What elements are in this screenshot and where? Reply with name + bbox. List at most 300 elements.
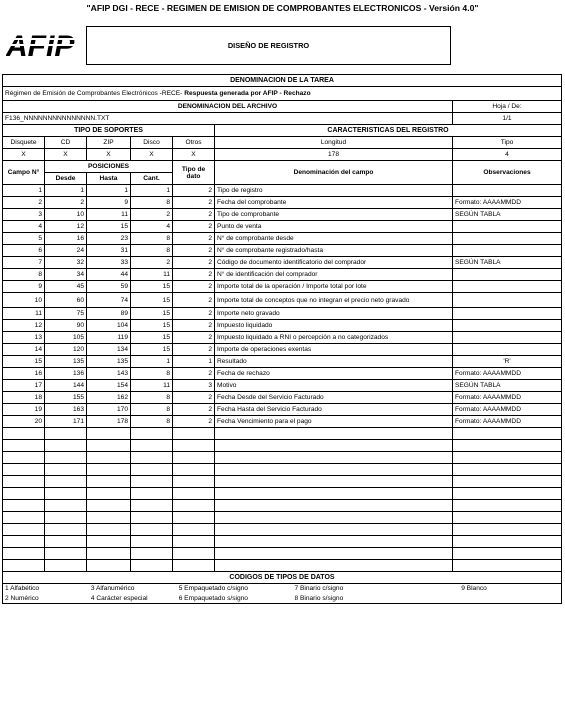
empty-cell	[453, 560, 562, 572]
empty-cell	[215, 464, 453, 476]
field-to: 135	[87, 356, 131, 368]
characteristics-heading: CARACTERISTICAS DEL REGISTRO	[215, 125, 562, 137]
field-name: Fecha del comprobante	[215, 197, 453, 209]
data-type-code: 3 Alfanumérico	[90, 585, 135, 593]
empty-row	[3, 440, 562, 452]
field-observation: Formato: AAAAMMDD	[453, 197, 562, 209]
field-observation	[453, 332, 562, 344]
field-from: 16	[45, 233, 87, 245]
field-observation: SEGÚN TABLA	[453, 380, 562, 392]
col-data-type: Tipo de dato	[173, 161, 215, 185]
field-name: Importe total de la operación / Importe total por lote	[215, 281, 453, 293]
field-type: 2	[173, 404, 215, 416]
file-row	[3, 113, 562, 125]
empty-cell	[453, 548, 562, 560]
task-row	[3, 87, 562, 101]
field-type: 2	[173, 344, 215, 356]
type-value: 4	[453, 149, 562, 161]
field-observation	[453, 245, 562, 257]
field-from: 12	[45, 221, 87, 233]
empty-cell	[131, 428, 173, 440]
empty-row	[3, 488, 562, 500]
empty-cell	[215, 500, 453, 512]
task-text	[3, 87, 562, 101]
field-qty: 8	[131, 197, 173, 209]
empty-cell	[45, 548, 87, 560]
table-row	[3, 404, 562, 416]
field-from: 32	[45, 257, 87, 269]
field-observation	[453, 308, 562, 320]
field-to: 170	[87, 404, 131, 416]
field-observation	[453, 281, 562, 293]
table-row	[3, 344, 562, 356]
field-type: 2	[173, 209, 215, 221]
empty-cell	[3, 512, 45, 524]
empty-cell	[87, 512, 131, 524]
data-types-heading: CODIGOS DE TIPOS DE DATOS	[3, 572, 562, 584]
support-label-otros: Otros	[173, 137, 215, 149]
field-observation: Formato: AAAAMMDD	[453, 416, 562, 428]
empty-row	[3, 452, 562, 464]
field-from: 75	[45, 308, 87, 320]
empty-cell	[131, 560, 173, 572]
field-type: 2	[173, 197, 215, 209]
support-value-zip: X	[87, 149, 131, 161]
field-observation	[453, 233, 562, 245]
field-number: 1	[3, 185, 45, 197]
support-label-cd: CD	[45, 137, 87, 149]
field-from: 1	[45, 185, 87, 197]
file-name: F136_NNNNNNNNNNNNNNN.TXT	[3, 113, 453, 125]
empty-row	[3, 524, 562, 536]
table-row	[3, 380, 562, 392]
logo-text: AFIP	[6, 30, 75, 60]
field-qty: 15	[131, 281, 173, 293]
empty-cell	[45, 464, 87, 476]
empty-cell	[3, 500, 45, 512]
col-to: Hasta	[87, 173, 131, 185]
empty-cell	[3, 452, 45, 464]
empty-cell	[131, 476, 173, 488]
empty-row	[3, 560, 562, 572]
field-type: 2	[173, 221, 215, 233]
field-qty: 1	[131, 356, 173, 368]
field-from: 105	[45, 332, 87, 344]
table-row	[3, 416, 562, 428]
field-type: 2	[173, 281, 215, 293]
support-label-zip: ZIP	[87, 137, 131, 149]
table-row	[3, 185, 562, 197]
col-observations: Observaciones	[453, 161, 562, 185]
field-number: 12	[3, 320, 45, 332]
empty-row	[3, 476, 562, 488]
sheet-value: 1/1	[453, 113, 562, 125]
empty-cell	[215, 548, 453, 560]
field-number: 4	[3, 221, 45, 233]
empty-cell	[215, 440, 453, 452]
field-to: 74	[87, 293, 131, 308]
empty-cell	[215, 512, 453, 524]
empty-cell	[173, 524, 215, 536]
field-number: 18	[3, 392, 45, 404]
type-label: Tipo	[453, 137, 562, 149]
empty-cell	[173, 428, 215, 440]
support-value-cd: X	[45, 149, 87, 161]
length-value: 178	[215, 149, 453, 161]
field-number: 20	[3, 416, 45, 428]
field-to: 33	[87, 257, 131, 269]
field-from: 171	[45, 416, 87, 428]
field-to: 119	[87, 332, 131, 344]
field-qty: 2	[131, 257, 173, 269]
table-row	[3, 392, 562, 404]
table-row	[3, 257, 562, 269]
field-from: 135	[45, 356, 87, 368]
empty-cell	[215, 536, 453, 548]
field-from: 163	[45, 404, 87, 416]
column-header-row-1	[3, 161, 562, 173]
field-type: 2	[173, 257, 215, 269]
empty-cell	[131, 548, 173, 560]
field-number: 8	[3, 269, 45, 281]
task-heading: DENOMINACION DE LA TAREA	[3, 75, 562, 87]
field-name: Fecha de rechazo	[215, 368, 453, 380]
empty-cell	[173, 476, 215, 488]
table-row	[3, 269, 562, 281]
field-observation: SEGÚN TABLA	[453, 209, 562, 221]
empty-cell	[45, 512, 87, 524]
empty-cell	[45, 500, 87, 512]
field-name: Resultado	[215, 356, 453, 368]
task-heading-row	[3, 75, 562, 87]
field-name: Fecha Hasta del Servicio Facturado	[215, 404, 453, 416]
field-type: 2	[173, 308, 215, 320]
empty-cell	[453, 512, 562, 524]
empty-row	[3, 500, 562, 512]
empty-cell	[173, 560, 215, 572]
field-qty: 8	[131, 368, 173, 380]
empty-cell	[453, 476, 562, 488]
empty-cell	[87, 560, 131, 572]
support-label-disco: Disco	[131, 137, 173, 149]
data-types-legend-row	[3, 594, 562, 604]
empty-cell	[87, 440, 131, 452]
empty-cell	[87, 536, 131, 548]
empty-cell	[45, 440, 87, 452]
table-row	[3, 320, 562, 332]
data-type-code: 1 Alfabético	[5, 585, 40, 593]
field-number: 14	[3, 344, 45, 356]
empty-cell	[87, 524, 131, 536]
field-observation	[453, 320, 562, 332]
field-from: 120	[45, 344, 87, 356]
field-name: Punto de venta	[215, 221, 453, 233]
col-positions: POSICIONES	[45, 161, 173, 173]
field-type: 2	[173, 269, 215, 281]
field-from: 10	[45, 209, 87, 221]
field-observation	[453, 269, 562, 281]
empty-cell	[45, 524, 87, 536]
data-type-code: 7 Binario c/signo	[294, 585, 344, 593]
table-row	[3, 221, 562, 233]
empty-cell	[453, 524, 562, 536]
field-from: 24	[45, 245, 87, 257]
field-type: 2	[173, 185, 215, 197]
empty-cell	[45, 488, 87, 500]
col-field-name: Denominación del campo	[215, 161, 453, 185]
task-text-prefix: Régimen de Emisión de Comprobantes Electrónicos -RECE-	[5, 90, 183, 97]
empty-cell	[215, 428, 453, 440]
table-row	[3, 308, 562, 320]
empty-cell	[131, 536, 173, 548]
empty-cell	[87, 452, 131, 464]
field-name: N° de comprobante registrado/hasta	[215, 245, 453, 257]
field-name: Motivo	[215, 380, 453, 392]
empty-cell	[131, 512, 173, 524]
empty-row	[3, 548, 562, 560]
table-row	[3, 197, 562, 209]
empty-cell	[3, 464, 45, 476]
field-qty: 15	[131, 332, 173, 344]
empty-cell	[173, 452, 215, 464]
field-to: 178	[87, 416, 131, 428]
empty-cell	[3, 536, 45, 548]
field-qty: 15	[131, 293, 173, 308]
field-from: 60	[45, 293, 87, 308]
document-title: "AFIP DGI - RECE - REGIMEN DE EMISION DE COMPROBANTES ELECTRONICOS - Versión 4.0"	[86, 3, 479, 13]
field-name: N° de identificación del comprador	[215, 269, 453, 281]
empty-cell	[173, 512, 215, 524]
field-type: 2	[173, 416, 215, 428]
field-type: 2	[173, 392, 215, 404]
supports-labels-row	[3, 137, 562, 149]
field-from: 90	[45, 320, 87, 332]
field-number: 2	[3, 197, 45, 209]
empty-cell	[131, 464, 173, 476]
field-to: 23	[87, 233, 131, 245]
col-from: Desde	[45, 173, 87, 185]
empty-cell	[3, 548, 45, 560]
field-number: 11	[3, 308, 45, 320]
task-text-bold: Respuesta generada por AFIP - Rechazo	[184, 90, 311, 97]
field-to: 89	[87, 308, 131, 320]
data-types-heading-row	[3, 572, 562, 584]
empty-cell	[87, 476, 131, 488]
support-value-otros: X	[173, 149, 215, 161]
table-row	[3, 332, 562, 344]
field-number: 6	[3, 245, 45, 257]
field-qty: 11	[131, 269, 173, 281]
empty-cell	[453, 440, 562, 452]
empty-cell	[87, 548, 131, 560]
field-name: Importe neto gravado	[215, 308, 453, 320]
supports-heading: TIPO DE SOPORTES	[3, 125, 215, 137]
empty-cell	[453, 500, 562, 512]
empty-cell	[45, 476, 87, 488]
empty-cell	[131, 488, 173, 500]
data-type-code: 9 Blanco	[461, 585, 487, 593]
field-qty: 4	[131, 221, 173, 233]
field-number: 9	[3, 281, 45, 293]
table-row	[3, 293, 562, 308]
empty-cell	[131, 452, 173, 464]
empty-cell	[453, 488, 562, 500]
field-to: 1	[87, 185, 131, 197]
empty-cell	[3, 476, 45, 488]
table-row	[3, 209, 562, 221]
table-row	[3, 281, 562, 293]
empty-row	[3, 536, 562, 548]
empty-cell	[453, 428, 562, 440]
field-number: 13	[3, 332, 45, 344]
field-type: 2	[173, 368, 215, 380]
empty-cell	[215, 452, 453, 464]
supports-heading-row	[3, 125, 562, 137]
empty-cell	[215, 488, 453, 500]
empty-cell	[173, 464, 215, 476]
field-to: 154	[87, 380, 131, 392]
empty-cell	[215, 560, 453, 572]
empty-cell	[453, 452, 562, 464]
field-to: 143	[87, 368, 131, 380]
empty-cell	[173, 536, 215, 548]
empty-cell	[3, 428, 45, 440]
empty-cell	[173, 440, 215, 452]
empty-cell	[215, 476, 453, 488]
field-type: 3	[173, 380, 215, 392]
field-from: 136	[45, 368, 87, 380]
empty-cell	[45, 536, 87, 548]
empty-cell	[173, 548, 215, 560]
field-qty: 2	[131, 209, 173, 221]
field-to: 162	[87, 392, 131, 404]
field-name: Fecha Desde del Servicio Facturado	[215, 392, 453, 404]
empty-cell	[45, 560, 87, 572]
data-type-code: 2 Numérico	[5, 594, 39, 602]
empty-cell	[87, 500, 131, 512]
col-qty: Cant.	[131, 173, 173, 185]
field-name: Importe total de conceptos que no integran el precio neto gravado	[215, 293, 453, 308]
support-label-disquete: Disquete	[3, 137, 45, 149]
field-qty: 1	[131, 185, 173, 197]
empty-cell	[45, 428, 87, 440]
design-box	[86, 26, 451, 65]
table-row	[3, 245, 562, 257]
field-qty: 15	[131, 320, 173, 332]
field-number: 17	[3, 380, 45, 392]
field-qty: 8	[131, 404, 173, 416]
field-from: 144	[45, 380, 87, 392]
design-label: DISEÑO DE REGISTRO	[227, 41, 310, 50]
data-types-legend-row	[3, 584, 562, 594]
table-row	[3, 356, 562, 368]
field-qty: 15	[131, 344, 173, 356]
empty-cell	[215, 524, 453, 536]
empty-cell	[87, 428, 131, 440]
afip-logo	[6, 30, 86, 60]
field-type: 2	[173, 245, 215, 257]
empty-cell	[3, 440, 45, 452]
field-name: Tipo de registro	[215, 185, 453, 197]
field-name: Tipo de comprobante	[215, 209, 453, 221]
length-label: Longitud	[215, 137, 453, 149]
field-from: 45	[45, 281, 87, 293]
empty-cell	[45, 452, 87, 464]
field-to: 59	[87, 281, 131, 293]
field-qty: 11	[131, 380, 173, 392]
empty-cell	[3, 488, 45, 500]
empty-row	[3, 512, 562, 524]
field-qty: 8	[131, 233, 173, 245]
file-heading-row	[3, 101, 562, 113]
field-number: 15	[3, 356, 45, 368]
field-number: 7	[3, 257, 45, 269]
field-to: 104	[87, 320, 131, 332]
data-type-code: 6 Empaquetado s/signo	[178, 594, 248, 602]
field-qty: 8	[131, 245, 173, 257]
data-type-code: 5 Empaquetado c/signo	[178, 585, 248, 593]
field-to: 31	[87, 245, 131, 257]
table-row	[3, 233, 562, 245]
field-name: Impuesto liquidado a RNI o percepción a no categorizados	[215, 332, 453, 344]
empty-cell	[173, 500, 215, 512]
table-row	[3, 368, 562, 380]
field-from: 155	[45, 392, 87, 404]
file-heading: DENOMINACION DEL ARCHIVO	[3, 101, 453, 113]
field-from: 2	[45, 197, 87, 209]
field-to: 134	[87, 344, 131, 356]
support-value-disquete: X	[3, 149, 45, 161]
field-number: 3	[3, 209, 45, 221]
field-observation	[453, 344, 562, 356]
field-name: N° de comprobante desde	[215, 233, 453, 245]
support-value-disco: X	[131, 149, 173, 161]
data-type-code: 8 Binario s/signo	[294, 594, 344, 602]
empty-cell	[87, 464, 131, 476]
field-type: 2	[173, 320, 215, 332]
sheet-heading: Hoja / De:	[453, 101, 562, 113]
empty-row	[3, 464, 562, 476]
field-observation	[453, 221, 562, 233]
empty-cell	[131, 440, 173, 452]
field-qty: 8	[131, 416, 173, 428]
field-name: Fecha Vencimiento para el pago	[215, 416, 453, 428]
field-to: 15	[87, 221, 131, 233]
empty-cell	[131, 500, 173, 512]
field-number: 19	[3, 404, 45, 416]
field-name: Impuesto liquidado	[215, 320, 453, 332]
supports-values-row	[3, 149, 562, 161]
field-type: 2	[173, 233, 215, 245]
field-to: 11	[87, 209, 131, 221]
field-name: Código de documento identificatorio del comprador	[215, 257, 453, 269]
field-observation: Formato: AAAAMMDD	[453, 392, 562, 404]
field-qty: 8	[131, 392, 173, 404]
field-type: 1	[173, 356, 215, 368]
field-observation	[453, 185, 562, 197]
empty-cell	[453, 464, 562, 476]
field-observation: Formato: AAAAMMDD	[453, 368, 562, 380]
field-to: 44	[87, 269, 131, 281]
empty-cell	[87, 488, 131, 500]
data-type-code	[459, 595, 561, 602]
field-observation: 'R'	[453, 356, 562, 368]
field-to: 9	[87, 197, 131, 209]
field-number: 10	[3, 293, 45, 308]
data-type-code: 4 Carácter especial	[90, 594, 148, 602]
empty-row	[3, 428, 562, 440]
record-layout-table	[2, 74, 562, 604]
